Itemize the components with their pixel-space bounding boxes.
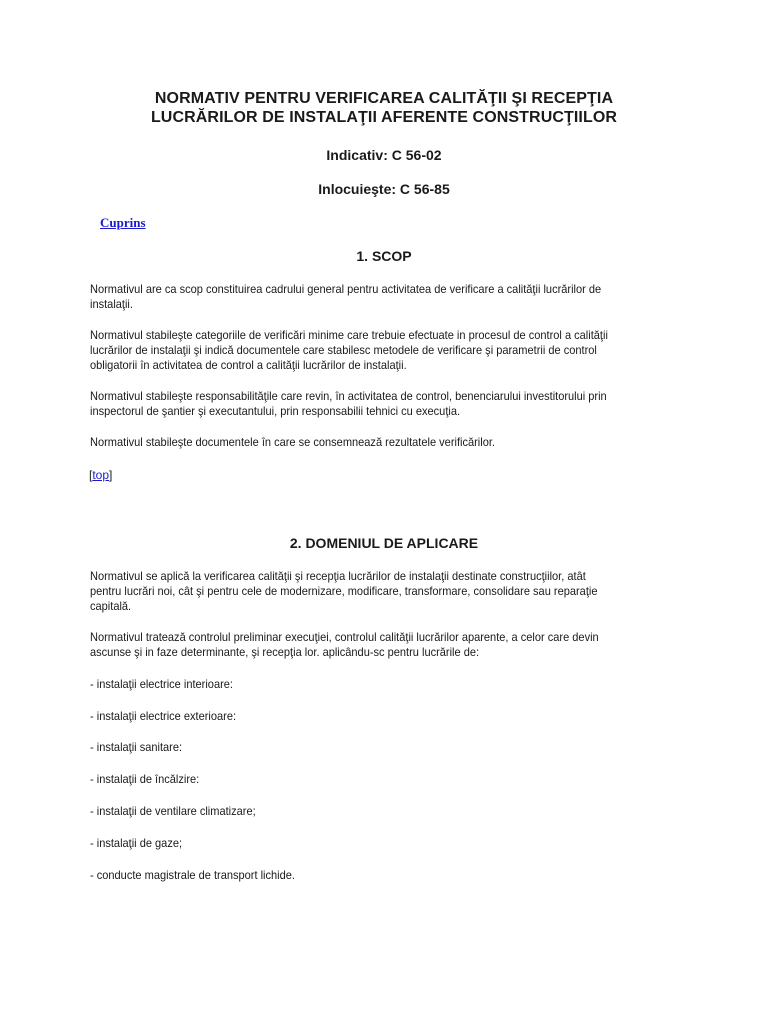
paragraph-line: lucrărilor de instalaţii şi indică documentele care stabilesc metodele de verificare şi parametrii de control: [90, 343, 597, 357]
paragraph-line: pentru lucrări noi, cât şi pentru cele de modernizare, modificare, transformare, consolidare sau reparaţie: [90, 584, 598, 598]
section-heading-scop: 1. SCOP: [356, 248, 412, 264]
paragraph: [90, 630, 642, 660]
list-item: - instalaţii de gaze;: [90, 836, 183, 850]
paragraph-line: obligatorii în activitatea de control a calităţii lucrărilor de instalaţii.: [90, 358, 407, 372]
paragraph: [90, 435, 642, 450]
top-link[interactable]: top: [92, 468, 110, 482]
paragraph-line: Normativul stabileşte responsabilităţile care revin, în activitatea de control, benenciarului investitorului prin: [90, 389, 607, 403]
list-item: - instalaţii electrice exterioare:: [90, 709, 237, 723]
list-item: - instalaţii de ventilare climatizare;: [90, 804, 256, 818]
paragraph: [90, 569, 642, 614]
bracket-close: ]: [109, 468, 113, 482]
paragraph-line: Normativul are ca scop constituirea cadrului general pentru activitatea de verificare a calităţii lucrărilor de: [90, 282, 602, 296]
paragraph-line: ascunse şi in faze determinante, şi recepţia lor. aplicându-sc pentru lucrările de:: [90, 645, 480, 659]
paragraph-line: Normativul stabileşte documentele în care se consemnează rezultatele verificărilor.: [90, 435, 496, 449]
paragraph: [90, 328, 642, 373]
paragraph-line: Normativul tratează controlul preliminar execuţiei, controlul calităţii lucrărilor aparente, a celor care devin: [90, 630, 599, 644]
list-item: - instalaţii sanitare:: [90, 740, 183, 754]
section-heading-domeniu: 2. DOMENIUL DE APLICARE: [289, 535, 479, 551]
list-item: - instalaţii de încălzire:: [90, 772, 200, 786]
back-to-top: [89, 468, 112, 483]
bracket-open: [: [89, 468, 93, 482]
inlocuieste-label: Inlocuieşte: C 56-85: [318, 181, 450, 197]
paragraph-line: instalaţii.: [90, 297, 133, 311]
paragraph-line: capitală.: [90, 599, 132, 613]
paragraph-line: Normativul stabileşte categoriile de verificări minime care trebuie efectuate in procesul de control a calităţii: [90, 328, 608, 342]
paragraph: [90, 282, 642, 312]
document-title-line: LUCRĂRILOR DE INSTALAŢII AFERENTE CONSTRUCŢIILOR: [150, 109, 618, 126]
indicativ-label: Indicativ: C 56-02: [326, 147, 442, 163]
list-item: - instalaţii electrice interioare:: [90, 677, 233, 691]
paragraph-line: Normativul se aplică la verificarea calităţii şi recepţia lucrărilor de instalaţii destinate construcţiilor, atât: [90, 569, 586, 583]
contents-link[interactable]: Cuprins: [100, 215, 146, 230]
paragraph-line: inspectorul de şantier şi executantului, prin responsabilii tehnici cu execuţia.: [90, 404, 461, 418]
paragraph: [90, 389, 642, 419]
list-item: - conducte magistrale de transport lichide.: [90, 868, 295, 882]
document-title-line: NORMATIV PENTRU VERIFICAREA CALITĂŢII ŞI RECEPŢIA: [154, 90, 614, 107]
document-title: [60, 89, 708, 127]
